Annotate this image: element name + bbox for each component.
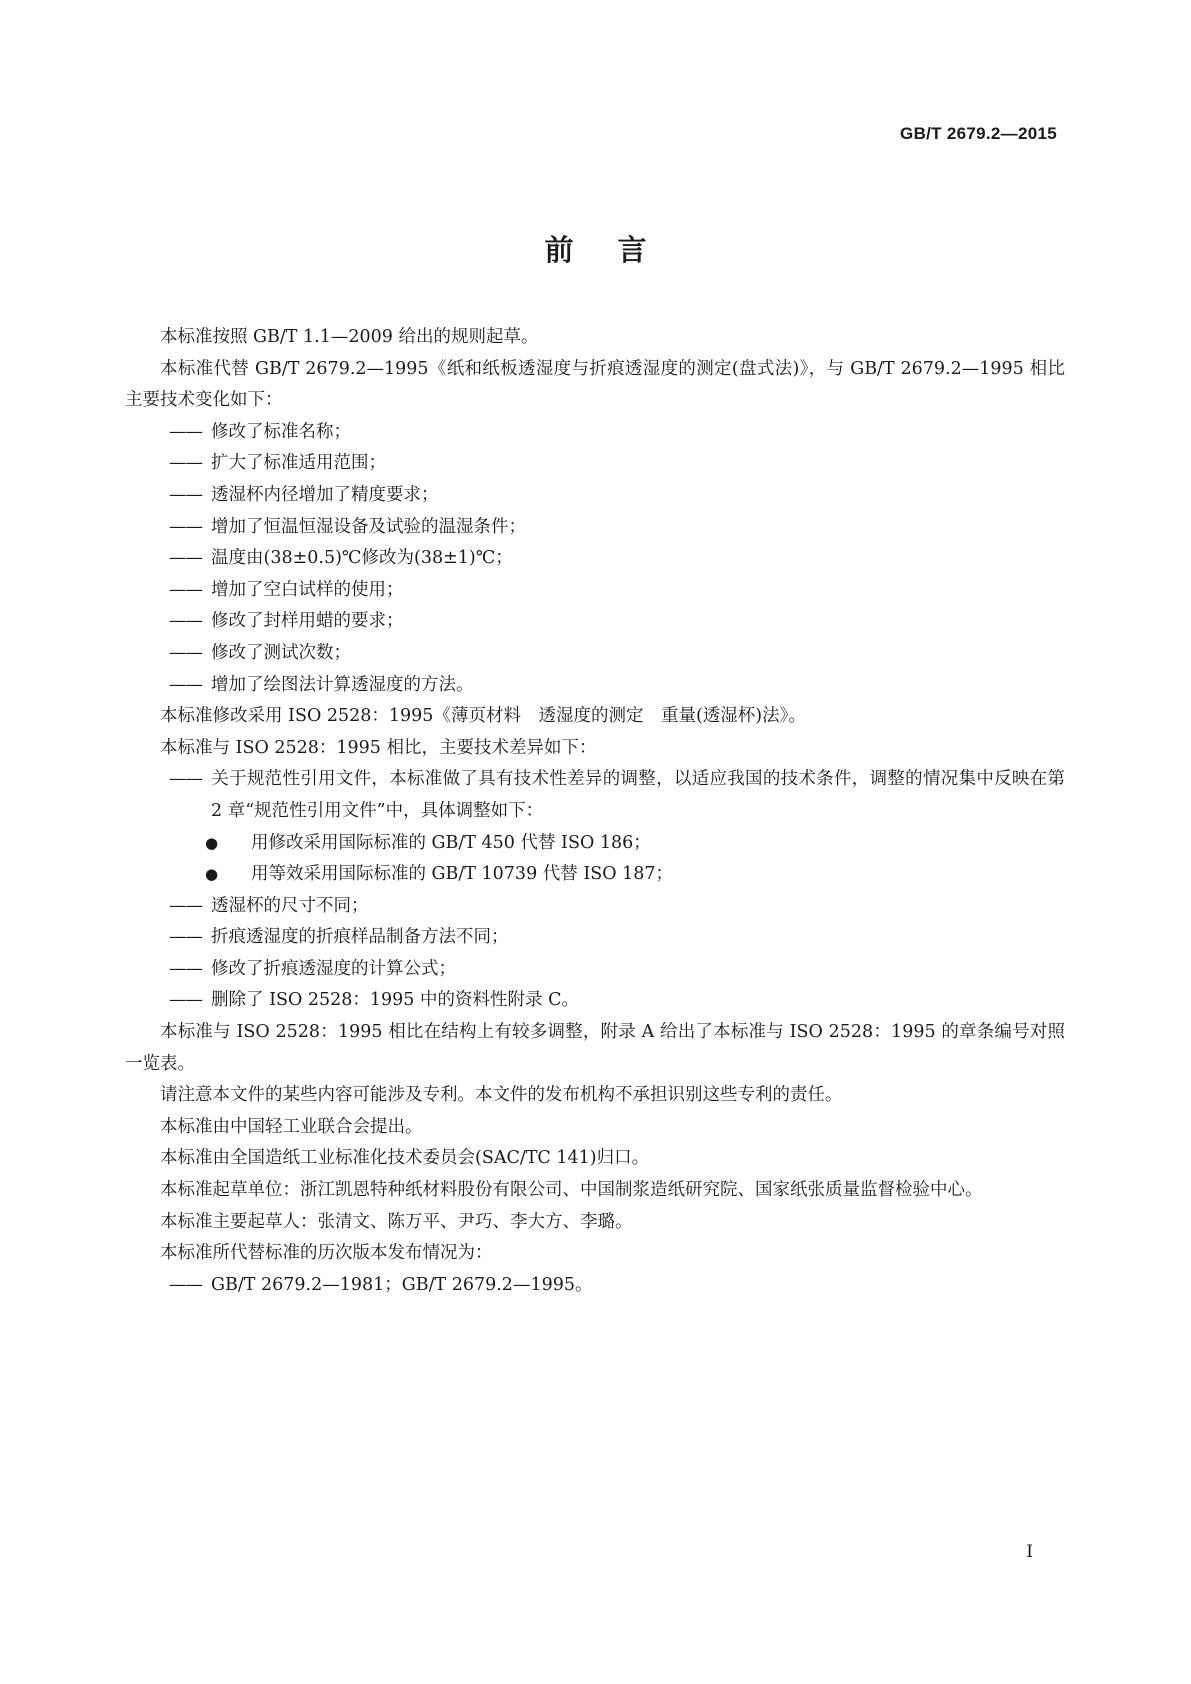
dash-item	[125, 985, 1065, 1017]
dash-mark: ——	[169, 642, 202, 663]
bullet-item	[125, 828, 1065, 860]
page-number: I	[1026, 1542, 1033, 1562]
paragraph: 本标准代替 GB/T 2679.2—1995《纸和纸板透湿度与折痕透湿度的测定(盘式法)》，与 GB/T 2679.2—1995 相比主要技术变化如下：	[125, 358, 1065, 411]
dash-item	[125, 417, 1065, 449]
dash-item	[125, 922, 1065, 954]
dash-mark: ——	[169, 453, 202, 474]
dash-item	[125, 575, 1065, 607]
dash-item	[125, 764, 1065, 827]
dash-mark: ——	[169, 611, 202, 632]
dash-item	[125, 606, 1065, 638]
dash-item-text: 增加了绘图法计算透湿度的方法。	[211, 674, 474, 695]
dash-mark: ——	[169, 958, 202, 979]
dash-item-text: 透湿杯内径增加了精度要求；	[211, 484, 439, 505]
dash-mark: ——	[169, 1274, 202, 1295]
dash-item	[125, 891, 1065, 923]
bullet-icon: ●	[205, 833, 219, 852]
paragraph: 本标准与 ISO 2528：1995 相比，主要技术差异如下：	[160, 737, 597, 758]
document-body	[125, 322, 1065, 1301]
dash-item-text: 修改了折痕透湿度的计算公式；	[211, 958, 456, 979]
dash-mark: ——	[169, 990, 202, 1011]
dash-mark: ——	[169, 516, 202, 537]
dash-item	[125, 543, 1065, 575]
dash-item	[125, 1270, 1065, 1302]
bullet-item	[125, 859, 1065, 891]
dash-item-text: 折痕透湿度的折痕样品制备方法不同；	[211, 927, 509, 948]
dash-item-text: 修改了测试次数；	[211, 642, 351, 663]
bullet-item-text: 用修改采用国际标准的 GB/T 450 代替 ISO 186；	[251, 832, 651, 853]
dash-item-text: GB/T 2679.2—1981；GB/T 2679.2—1995。	[211, 1274, 593, 1295]
dash-item-text: 删除了 ISO 2528：1995 中的资料性附录 C。	[211, 990, 579, 1011]
dash-item-text: 增加了恒温恒湿设备及试验的温湿条件；	[211, 516, 526, 537]
dash-item-text: 修改了封样用蜡的要求；	[211, 611, 404, 632]
dash-mark: ——	[169, 895, 202, 916]
dash-item	[125, 638, 1065, 670]
page-title: 前言	[544, 233, 691, 267]
dash-mark: ——	[169, 421, 202, 442]
dash-mark: ——	[169, 579, 202, 600]
dash-mark: ——	[169, 927, 202, 948]
paragraph: 本标准按照 GB/T 1.1—2009 给出的规则起草。	[160, 327, 539, 347]
dash-mark: ——	[169, 548, 202, 569]
paragraph: 本标准起草单位：浙江凯恩特种纸材料股份有限公司、中国制浆造纸研究院、国家纸张质量监督检验中心。	[160, 1180, 983, 1201]
standard-code: GB/T 2679.2—2015	[900, 124, 1057, 143]
paragraph: 本标准修改采用 ISO 2528：1995《薄页材料 透湿度的测定 重量(透湿杯)法》。	[160, 706, 806, 727]
dash-item	[125, 448, 1065, 480]
dash-item-text: 温度由(38±0.5)℃修改为(38±1)℃；	[211, 548, 513, 569]
paragraph: 本标准与 ISO 2528：1995 相比在结构上有较多调整，附录 A 给出了本标准与 ISO 2528：1995 的章条编号对照一览表。	[125, 1022, 1065, 1074]
dash-item-text: 扩大了标准适用范围；	[211, 453, 386, 474]
paragraph: 本标准所代替标准的历次版本发布情况为：	[160, 1243, 493, 1264]
paragraph: 本标准主要起草人：张清文、陈万平、尹巧、李大方、李璐。	[160, 1211, 633, 1232]
dash-item-text: 增加了空白试样的使用；	[211, 579, 404, 600]
paragraph: 本标准由中国轻工业联合会提出。	[160, 1116, 423, 1137]
dash-item	[125, 512, 1065, 544]
dash-mark: ——	[169, 769, 202, 790]
dash-item-text: 修改了标准名称；	[211, 421, 351, 442]
dash-item	[125, 480, 1065, 512]
dash-item-text: 透湿杯的尺寸不同；	[211, 895, 369, 916]
dash-item	[125, 670, 1065, 702]
paragraph: 本标准由全国造纸工业标准化技术委员会(SAC/TC 141)归口。	[160, 1148, 650, 1169]
dash-mark: ——	[169, 484, 202, 505]
dash-item	[125, 954, 1065, 986]
dash-mark: ——	[169, 674, 202, 695]
bullet-item-text: 用等效采用国际标准的 GB/T 10739 代替 ISO 187；	[251, 864, 674, 885]
bullet-icon: ●	[205, 865, 219, 884]
paragraph: 请注意本文件的某些内容可能涉及专利。本文件的发布机构不承担识别这些专利的责任。	[160, 1085, 843, 1106]
dash-item-text: 关于规范性引用文件，本标准做了具有技术性差异的调整，以适应我国的技术条件，调整的情况集中反映在第 2 章“规范性引用文件”中，具体调整如下：	[211, 769, 1065, 821]
